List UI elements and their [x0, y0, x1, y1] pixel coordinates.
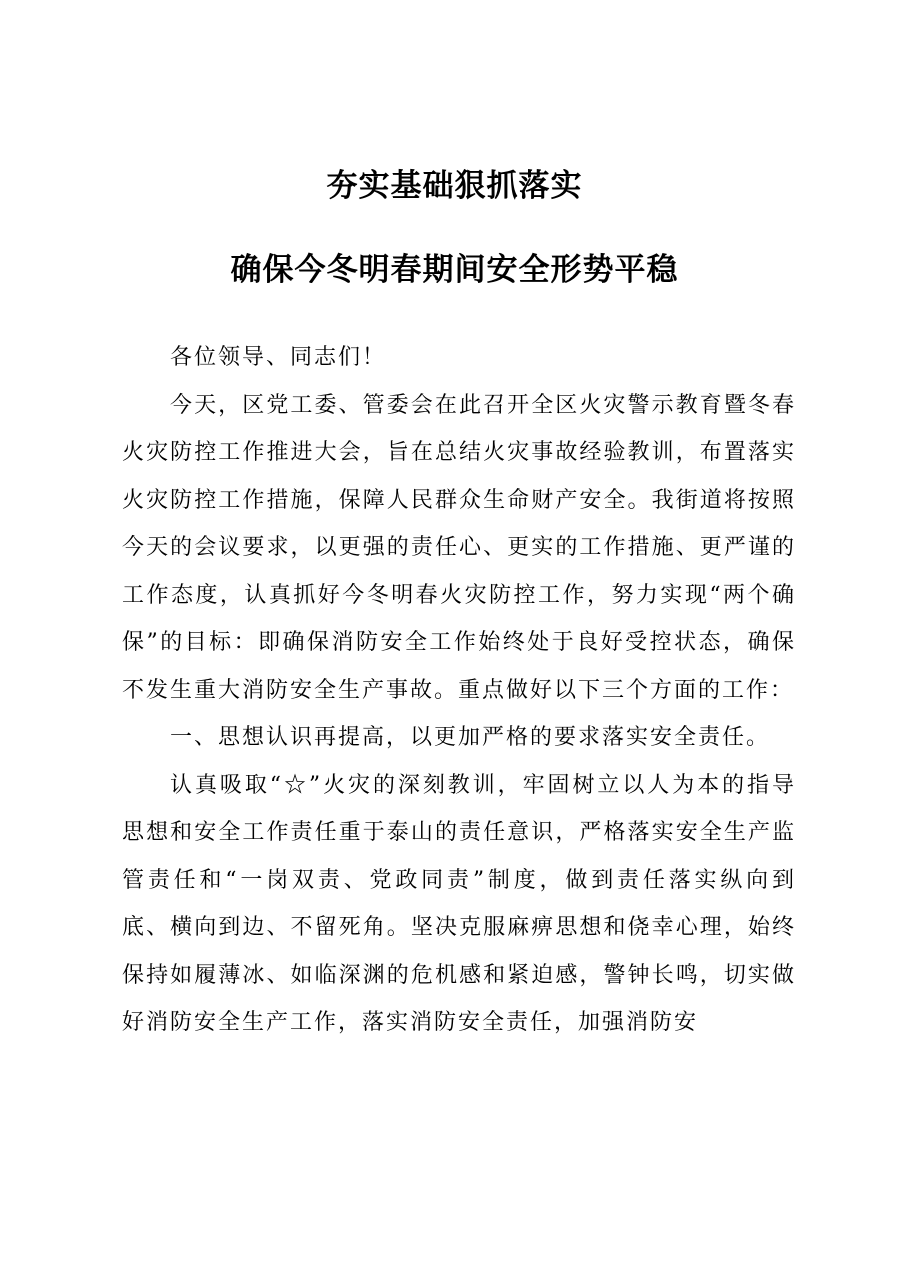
body-paragraph: 认真吸取“☆”火灾的深刻教训，牢固树立以人为本的指导思想和安全工作责任重于泰山的责任意识，严格落实安全生产监管责任和“一岗双责、党政同责”制度，做到责任落实纵向到底、横向到边、不留死角。坚决克服麻痹思想和侥幸心理，始终保持如履薄冰、如临深渊的危机感和紧迫感，警钟长鸣，切实做好消防安全生产工作，落实消防安全责任，加强消防安 [122, 772, 796, 1035]
salutation: 各位领导、同志们！ [170, 345, 387, 370]
section-heading: 一、思想认识再提高，以更加严格的要求落实安全责任。 [170, 725, 771, 750]
body-paragraph: 今天，区党工委、管委会在此召开全区火灾警示教育暨冬春火灾防控工作推进大会，旨在总结火灾事故经验教训，布置落实火灾防控工作措施，保障人民群众生命财产安全。我街道将按照今天的会议要求，以更强的责任心、更实的工作措施、更严谨的工作态度，认真抓好今冬明春火灾防控工作，努力实现“两个确保”的目标：即确保消防安全工作始终处于良好受控状态，确保不发生重大消防安全生产事故。重点做好以下三个方面的工作： [122, 392, 796, 703]
document-title-line-2: 确保今冬明春期间安全形势平稳 [230, 252, 679, 288]
document-title-line-1: 夯实基础狠抓落实 [326, 168, 583, 204]
document-body [122, 334, 796, 1047]
